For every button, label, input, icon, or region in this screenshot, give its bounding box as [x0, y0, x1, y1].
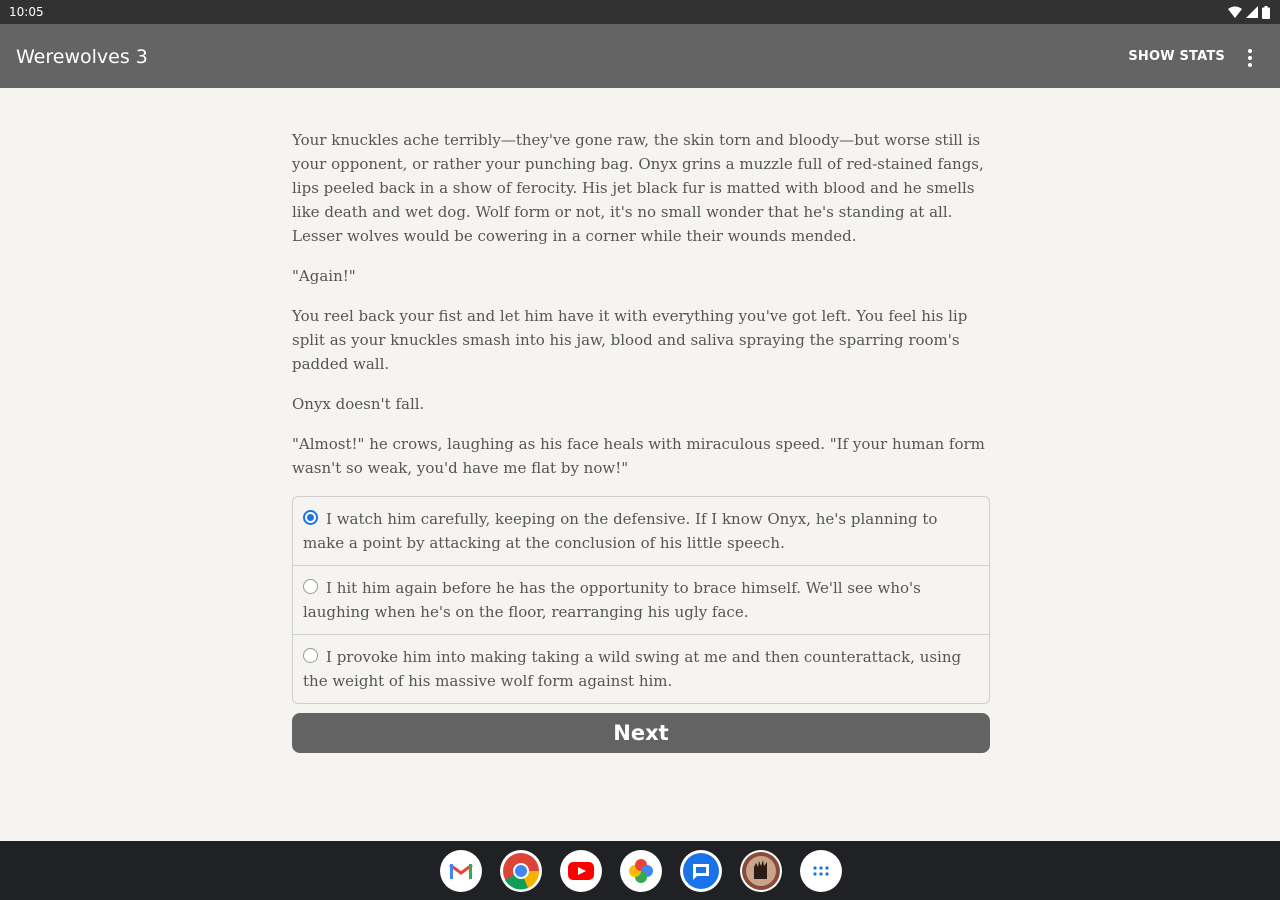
choice-option-3[interactable]	[293, 634, 989, 703]
gmail-icon[interactable]	[440, 850, 482, 892]
photos-icon[interactable]	[620, 850, 662, 892]
radio-button[interactable]	[303, 648, 318, 663]
app-drawer-icon[interactable]	[800, 850, 842, 892]
story-paragraph: "Again!"	[292, 267, 356, 285]
story-paragraph: You reel back your fist and let him have it with everything you've got left. You feel his lip split as your knuckles smash into his jaw, blood and saliva spraying the sparring room's padded wall.	[292, 307, 968, 373]
story-paragraph: "Almost!" he crows, laughing as his face heals with miraculous speed. "If your human form wasn't so weak, you'd have me flat by now!"	[292, 435, 985, 477]
app-bar	[0, 24, 1280, 88]
youtube-icon[interactable]	[560, 850, 602, 892]
battery-icon	[1262, 6, 1270, 19]
signal-icon	[1246, 6, 1258, 18]
app-dock	[440, 850, 842, 892]
next-button[interactable]: Next	[292, 713, 990, 753]
choice-list	[292, 496, 990, 704]
status-time: 10:05	[9, 5, 44, 19]
choice-label: I watch him carefully, keeping on the defensive. If I know Onyx, he's planning to make a point by attacking at the conclusion of his little speech.	[303, 510, 938, 552]
status-icons	[1228, 5, 1270, 19]
wifi-icon	[1228, 6, 1242, 18]
choice-label: I hit him again before he has the opportunity to brace himself. We'll see who's laughing when he's on the floor, rearranging his ugly face.	[303, 579, 921, 621]
choice-label: I provoke him into making taking a wild swing at me and then counterattack, using the weight of his massive wolf form against him.	[303, 648, 962, 690]
messages-icon[interactable]	[680, 850, 722, 892]
chrome-icon[interactable]	[500, 850, 542, 892]
app-title: Werewolves 3	[16, 46, 148, 68]
choice-option-2[interactable]	[293, 565, 989, 634]
overflow-menu-icon[interactable]	[1242, 48, 1258, 68]
status-bar	[0, 0, 1280, 24]
show-stats-button[interactable]: SHOW STATS	[1128, 49, 1225, 64]
radio-button[interactable]	[303, 579, 318, 594]
radio-button-selected[interactable]	[303, 510, 318, 525]
choice-option-1[interactable]	[293, 497, 989, 565]
navigation-bar	[0, 841, 1280, 900]
story-paragraph: Onyx doesn't fall.	[292, 395, 425, 413]
story-paragraph: Your knuckles ache terribly—they've gone raw, the skin torn and bloody—but worse still is your opponent, or rather your punching bag. Onyx grins a muzzle full of red-stained fangs, lips peeled back in a show of ferocity. His jet black fur is matted with blood and he smells like death and wet dog. Wolf form or not, it's no small wonder that he's standing at all. Lesser wolves would be cowering in a corner while their wounds mended.	[292, 131, 984, 245]
choicescript-app-icon[interactable]	[740, 850, 782, 892]
story-text	[292, 128, 990, 496]
